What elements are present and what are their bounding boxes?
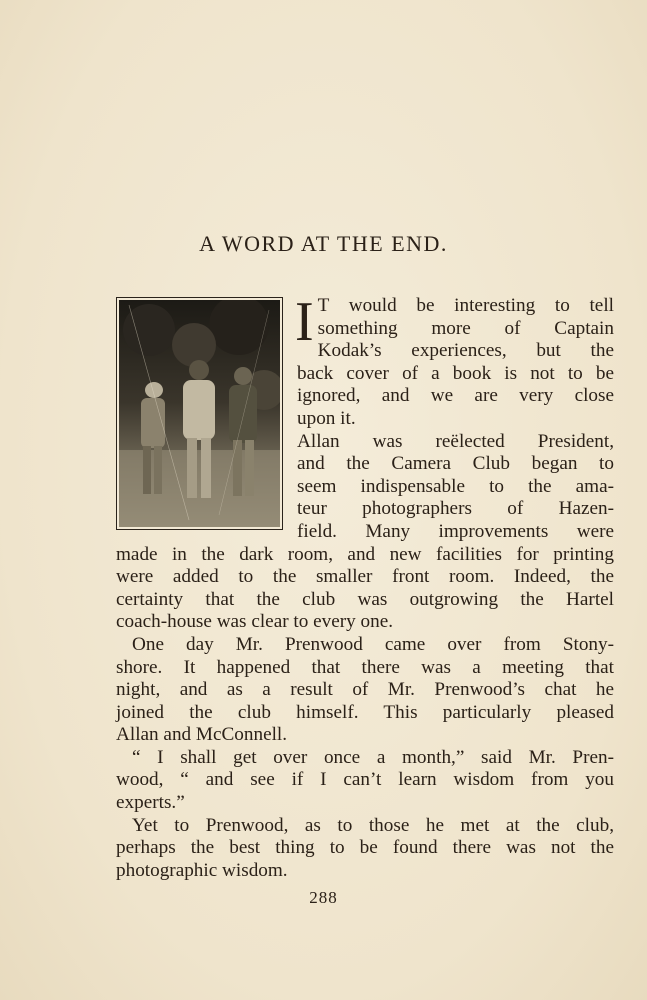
text-line: photographic wisdom.: [116, 859, 288, 881]
text-line: “ I shall get over once a month,” said Mr. Pren-: [132, 746, 614, 768]
text-line: shore. It happened that there was a meeting that: [116, 656, 614, 678]
text-line: certainty that the club was outgrowing the Hartel: [116, 588, 614, 610]
text-line: Kodak’s experiences, but the: [317, 340, 614, 362]
text-line: seem indispensable to the ama-: [297, 475, 614, 497]
drop-cap: I: [295, 291, 314, 353]
text-line: back cover of a book is not to be: [297, 362, 614, 384]
text-line: experts.”: [116, 792, 185, 814]
text-line: Allan and McConnell.: [116, 724, 288, 746]
text-line: coach-house was clear to every one.: [116, 611, 394, 633]
text-line: perhaps the best thing to be found there was not the: [116, 837, 614, 859]
text-line: field. Many improvements were: [297, 520, 614, 542]
body-text: [116, 291, 614, 882]
text-line: made in the dark room, and new facilities for printing: [116, 543, 614, 565]
text-line: joined the club himself. This particularly pleased: [116, 701, 614, 723]
text-line: were added to the smaller front room. Indeed, the: [116, 566, 614, 588]
text-line: One day Mr. Prenwood came over from Stony-: [132, 633, 614, 655]
text-line: wood, “ and see if I can’t learn wisdom from you: [116, 769, 614, 791]
photograph-image: [119, 300, 280, 527]
photograph-three-boys: [116, 297, 283, 530]
text-line: T would be interesting to tell: [317, 295, 614, 316]
text-line: ignored, and we are very close: [297, 385, 614, 407]
text-line: night, and as a result of Mr. Prenwood’s chat he: [116, 679, 614, 701]
text-line: something more of Captain: [317, 317, 614, 339]
text-line: Yet to Prenwood, as to those he met at the club,: [132, 814, 614, 836]
text-line: teur photographers of Hazen-: [297, 498, 614, 520]
text-line: Allan was reëlected President,: [297, 430, 614, 452]
page-number: 288: [309, 888, 338, 907]
chapter-title: A WORD AT THE END.: [199, 231, 448, 256]
text-line: upon it.: [297, 407, 356, 429]
text-line: and the Camera Club began to: [297, 453, 614, 475]
